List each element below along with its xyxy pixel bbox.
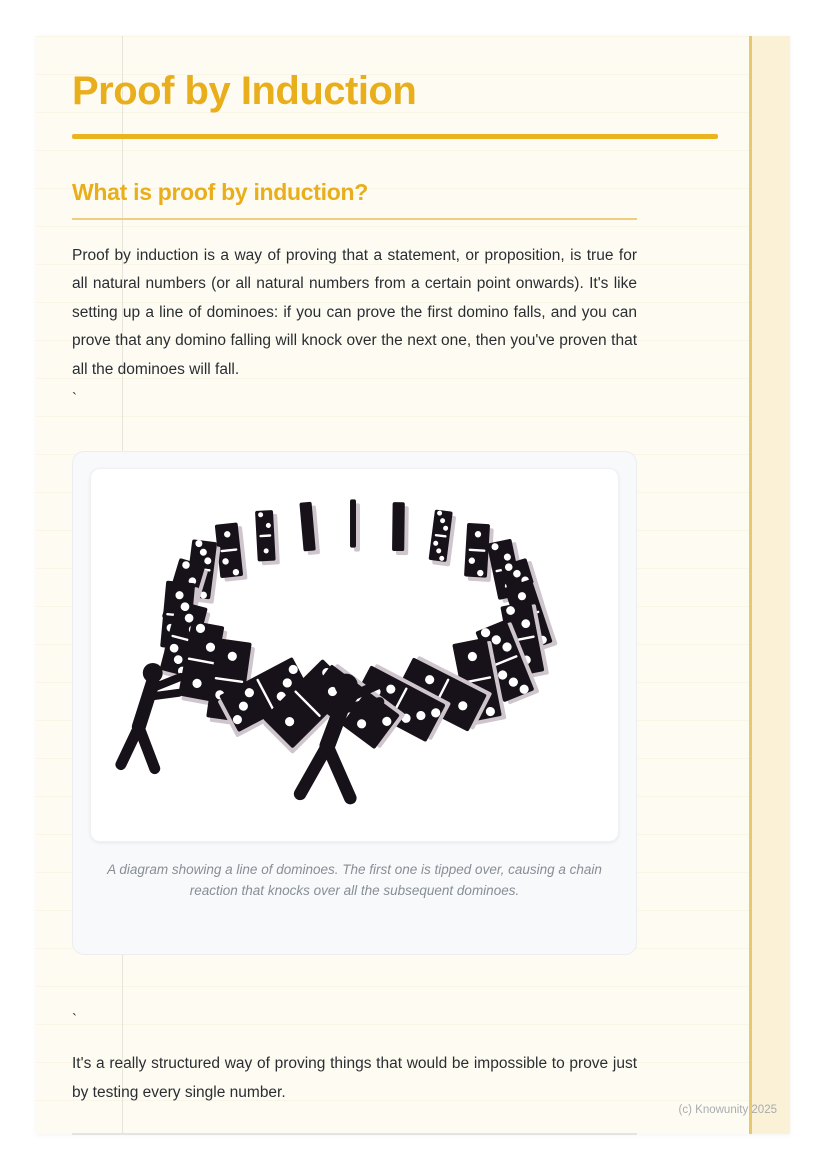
figure-caption: A diagram showing a line of dominoes. The first one is tipped over, causing a chain reaction that knocks over all the subsequent dominoes. (107, 862, 602, 899)
dominoes-image-card (90, 468, 619, 842)
page-content (72, 36, 718, 1135)
intro-paragraph: Proof by induction is a way of proving that a statement, or proposition, is true for all natural numbers (or all natural numbers from a certain point onwards). It's like setting up a line of dominoes: if you can prove the first domino falls, and you can prove that any domino falling will knock over the next one, then you've proven that all the dominoes will fall. (72, 246, 637, 378)
closing-paragraph: It's a really structured way of proving things that would be impossible to prove just by testing every single number. (72, 1055, 637, 1101)
stray-backtick-1: ` (72, 390, 77, 408)
section-heading: What is proof by induction? (72, 179, 368, 205)
section-divider (72, 1133, 637, 1135)
page-title: Proof by Induction (72, 69, 417, 113)
paper-page (36, 36, 790, 1134)
right-margin-band (752, 36, 790, 1134)
dominoes-figure (72, 451, 637, 955)
stray-backtick-2: ` (72, 1011, 77, 1029)
dominoes-illustration (91, 469, 618, 841)
copyright-notice: (c) Knowunity 2025 (678, 1104, 777, 1116)
